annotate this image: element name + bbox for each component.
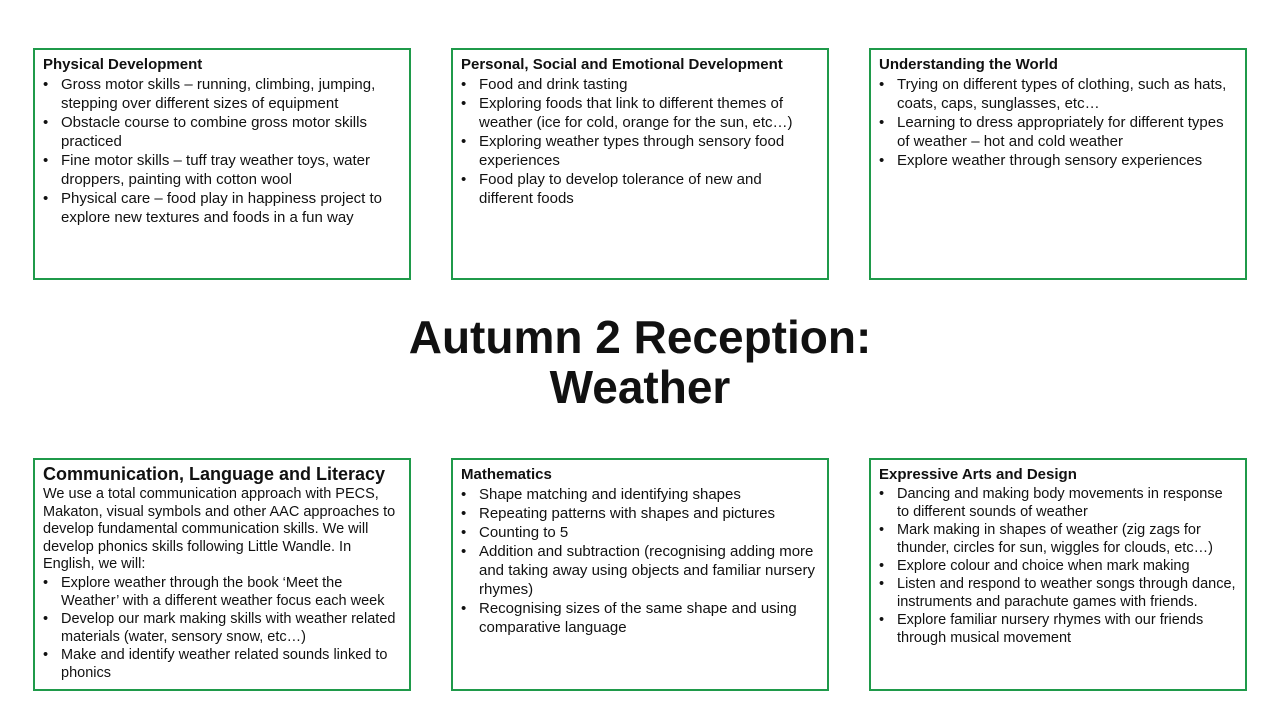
understanding-world-list <box>879 75 1237 170</box>
list-item: • Develop our mark making skills with weather related materials (water, sensory snow, etc…) <box>43 610 396 645</box>
page-title-line-2: Weather <box>549 361 731 413</box>
list-item: • Trying on different types of clothing, such as hats, coats, caps, sunglasses, etc… <box>879 76 1227 112</box>
list-item: • Explore weather through the book ‘Meet the Weather’ with a different weather focus each week <box>43 574 385 609</box>
list-item: • Recognising sizes of the same shape and using comparative language <box>461 600 797 636</box>
understanding-world-heading: Understanding the World <box>879 56 1058 73</box>
box-expressive-arts-design <box>869 458 1247 691</box>
list-item: • Dancing and making body movements in response to different sounds of weather <box>879 486 1223 520</box>
list-item: • Repeating patterns with shapes and pictures <box>461 505 776 522</box>
box-mathematics <box>451 458 829 691</box>
list-item: • Make and identify weather related sounds linked to phonics <box>43 646 388 681</box>
pse-list <box>461 75 819 208</box>
list-item: • Gross motor skills – running, climbing, jumping, stepping over different sizes of equipment <box>43 76 376 112</box>
box-understanding-world <box>869 48 1247 280</box>
list-item: • Fine motor skills – tuff tray weather toys, water droppers, painting with cotton wool <box>43 152 371 188</box>
box-pse-development <box>451 48 829 280</box>
physical-development-list <box>43 75 401 227</box>
list-item: • Explore familiar nursery rhymes with our friends through musical movement <box>879 612 1204 646</box>
list-item: • Counting to 5 <box>461 524 569 541</box>
cll-list <box>43 574 401 682</box>
list-item: • Explore colour and choice when mark making <box>879 558 1190 574</box>
page-title <box>300 312 980 412</box>
list-item: • Listen and respond to weather songs through dance, instruments and parachute games with friends. <box>879 576 1236 610</box>
mathematics-list <box>461 485 819 637</box>
list-item: • Food and drink tasting <box>461 76 628 93</box>
list-item: • Shape matching and identifying shapes <box>461 486 741 503</box>
physical-development-heading: Physical Development <box>43 56 203 73</box>
page-title-line-1: Autumn 2 Reception: <box>408 311 872 363</box>
box-communication-language-literacy <box>33 458 411 691</box>
cll-heading: Communication, Language and Literacy <box>43 464 386 484</box>
list-item: • Addition and subtraction (recognising adding more and taking away using objects and familiar nursery rhymes) <box>461 543 816 598</box>
list-item: • Explore weather through sensory experiences <box>879 152 1203 169</box>
list-item: • Food play to develop tolerance of new and different foods <box>461 171 762 207</box>
list-item: • Learning to dress appropriately for different types of weather – hot and cold weather <box>879 114 1224 150</box>
list-item: • Obstacle course to combine gross motor skills practiced <box>43 114 367 150</box>
mathematics-heading: Mathematics <box>461 466 552 483</box>
expressive-arts-heading: Expressive Arts and Design <box>879 466 1077 483</box>
list-item: • Exploring weather types through sensory food experiences <box>461 133 785 169</box>
box-physical-development <box>33 48 411 280</box>
list-item: • Physical care – food play in happiness project to explore new textures and foods in a fun way <box>43 190 383 226</box>
expressive-arts-list <box>879 485 1237 647</box>
list-item: • Mark making in shapes of weather (zig zags for thunder, circles for sun, wiggles for clouds, etc…) <box>879 522 1213 556</box>
list-item: • Exploring foods that link to different themes of weather (ice for cold, orange for the sun, etc…) <box>461 95 793 131</box>
cll-intro: We use a total communication approach with PECS, Makaton, visual symbols and other AAC approaches to develop fundamental communication skills. We will develop phonics skills following Little Wandle. In English, we will: <box>43 486 396 572</box>
pse-heading: Personal, Social and Emotional Development <box>461 56 783 73</box>
